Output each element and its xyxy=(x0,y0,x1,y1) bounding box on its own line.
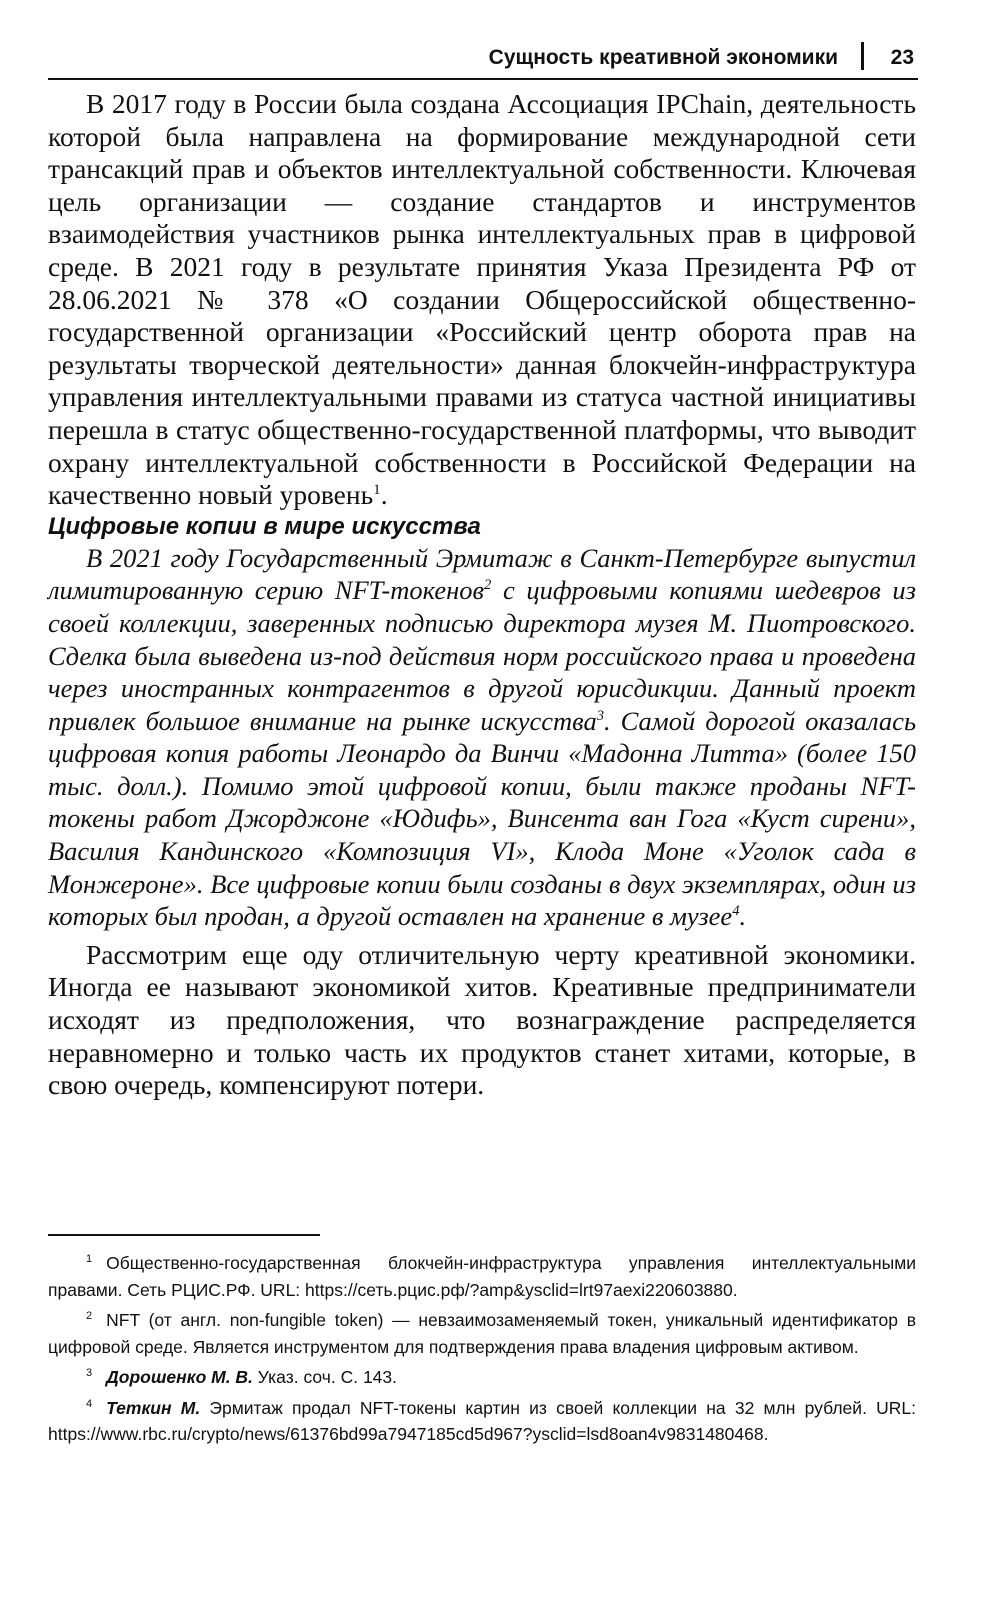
footnote-ref: 1 xyxy=(373,481,381,498)
footnote-2 xyxy=(48,1307,916,1360)
footnote-divider xyxy=(48,1234,320,1236)
case-box-text xyxy=(48,542,916,933)
footnote-author: Теткин М. xyxy=(106,1397,201,1418)
footnote-mark: 3 xyxy=(86,1367,93,1380)
paragraph-end: . xyxy=(380,479,388,511)
footnote-4 xyxy=(48,1395,916,1448)
case-text-part: В 2021 году Государственный Эрмитаж в Санкт-Петербурге выпустил лимитированную серию NFT-токенов xyxy=(48,542,916,606)
case-text-part: с цифровыми копиями шедевров из своей коллекции, заверенных подписью директора музея М. Пиотровского. Сделка была выведена из-под действия норм российского права и проведена через иностранных контрагентов в другой юрисдикции. Данный проект привлек большое внимание на рынке искусства xyxy=(48,575,916,736)
footnotes xyxy=(48,1250,916,1452)
footnote-ref: 3 xyxy=(596,707,605,724)
footnote-1 xyxy=(48,1250,916,1303)
header-separator xyxy=(861,42,864,70)
footnote-text: Указ. соч. С. 143. xyxy=(252,1367,397,1387)
footnote-author: Дорошенко М. В. xyxy=(106,1367,253,1387)
footnote-mark: 1 xyxy=(86,1253,93,1266)
footnote-text: Эрмитаж продал NFT-токены картин из своей коллекции на 32 млн рублей. URL: https://www.rbc.ru/crypto/news/61376bd99a7947185cd5d967?ysclid=lsd8oan4v9831480468. xyxy=(48,1397,916,1444)
case-text-part: . Самой дорогой оказалась цифровая копия работы Леонардо да Винчи «Мадонна Литта» (более 150 тыс. долл.). Помимо этой цифровой копии, были также проданы NFT-токены работ Джорджоне «Юдифь», Винсента ван Гога «Куст сирени», Василия Кандинского «Композиция VI», Клода Моне «Уголок сада в Монжероне». Все цифровые копии были созданы в двух экземплярах, один из которых был продан, а другой оставлен на хранение в музее xyxy=(48,705,916,932)
case-box-title: Цифровые копии в мире искусства xyxy=(48,512,481,540)
footnote-ref: 4 xyxy=(732,903,740,920)
footnote-text: Общественно-государственная блокчейн-инфраструктура управления интеллектуальными правами. Сеть РЦИС.РФ. URL: https://сеть.рцис.рф/?amp&ysclid=lrt97aexi220603880. xyxy=(48,1253,916,1300)
paragraph-ipchain xyxy=(48,88,916,512)
paragraph-hits-economy: Рассмотрим еще оду отличительную черту креативной экономики. Иногда ее называют экономикой хитов. Креативные предприниматели исходят из предположения, что вознаграждение распределяется неравномерно и только часть их продуктов станет хитами, которые, в свою очередь, компенсируют потери. xyxy=(48,938,916,1101)
paragraph-text: В 2017 году в России была создана Ассоциация IPChain, деятельность которой была направлена на формирование международной сети трансакций прав и объектов интеллектуальной собственности. Ключевая цель организации — создание стандартов и инструментов взаимодействия участников рынка интеллектуальных прав в цифровой среде. В 2021 году в результате принятия Указа Президента РФ от 28.06.2021 № 378 «О создании Общероссийской общественно-государственной организации «Российский центр оборота прав на результаты творческой деятельности» данная блокчейн-инфраструктура управления интеллектуальными правами из статуса частной инициативы перешла в статус общественно-государственной платформы, что выводит охрану интеллектуальной собственности в Российской Федерации на качественно новый уровень xyxy=(48,88,916,511)
page-number: 23 xyxy=(890,46,914,69)
main-text xyxy=(48,88,916,1102)
footnote-ref: 2 xyxy=(484,577,492,594)
footnote-mark: 4 xyxy=(86,1397,93,1410)
footnote-text: NFT (от англ. non-fungible token) — невзаимозаменяемый токен, уникальный идентификатор в цифровой среде. Является инструментом для подтверждения права владения цифровым активом. xyxy=(48,1310,916,1357)
case-text-part: . xyxy=(739,901,747,932)
footnote-mark: 2 xyxy=(86,1310,93,1323)
footnote-3 xyxy=(48,1364,916,1391)
chapter-title: Сущность креативной экономики xyxy=(488,46,838,69)
running-header xyxy=(48,40,918,80)
